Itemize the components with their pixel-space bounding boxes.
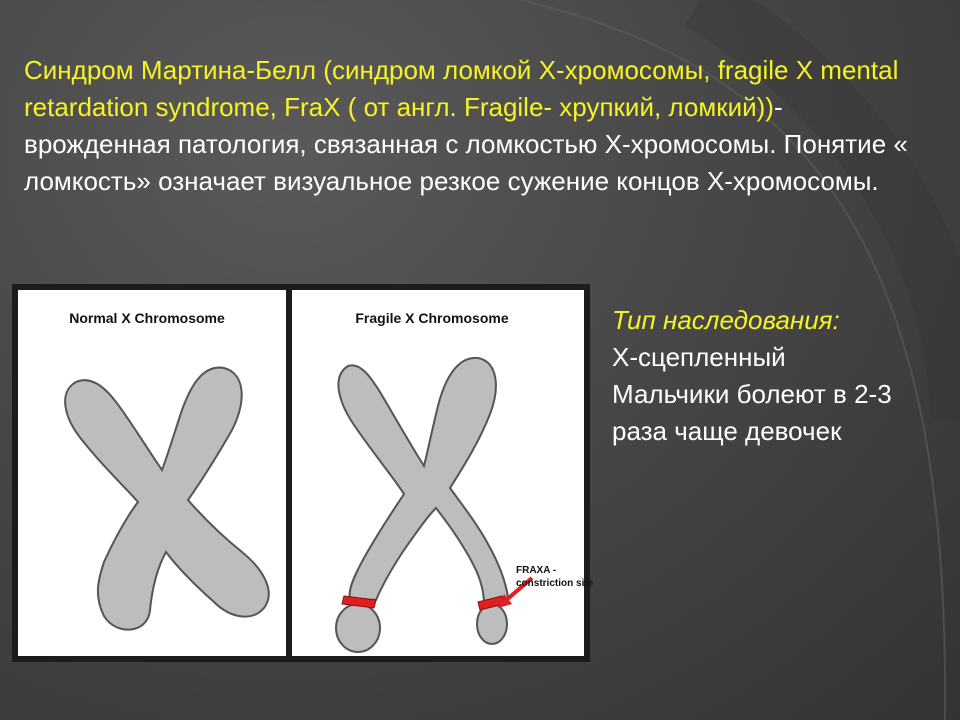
inheritance-heading: Тип наследования: <box>612 305 840 335</box>
fragile-left-tip <box>336 604 380 652</box>
fraxa-annotation: FRAXA - constriction site <box>516 565 594 589</box>
inheritance-type: Х-сцепленный <box>612 342 786 372</box>
syndrome-name: Синдром Мартина-Белл (синдром ломкой Х-хромосомы, fragile X mental retardation syndrome, FraX ( от англ. Fragile- хрупкий, ломкий)) <box>24 55 899 122</box>
syndrome-description: - врожденная патология, связанная с ломкостью Х-хромосомы. Понятие « ломкость» означает визуальное резкое сужение концов Х-хромосомы. <box>24 92 908 196</box>
fragile-chromosome-title: Fragile X Chromosome <box>355 310 509 326</box>
normal-chromosome-panel <box>18 290 286 656</box>
normal-chromosome-shape <box>65 368 269 630</box>
fragile-chromosome-drawing <box>292 290 584 656</box>
inheritance-info <box>612 302 942 450</box>
chromosome-figure <box>12 284 594 662</box>
intro-text <box>24 52 929 200</box>
fragile-chromosome-shape <box>338 358 508 604</box>
normal-chromosome-title: Normal X Chromosome <box>69 310 225 326</box>
fragile-chromosome-panel <box>292 290 594 656</box>
inheritance-note: Мальчики болеют в 2-3 раза чаще девочек <box>612 379 892 446</box>
normal-chromosome-drawing <box>18 290 286 656</box>
